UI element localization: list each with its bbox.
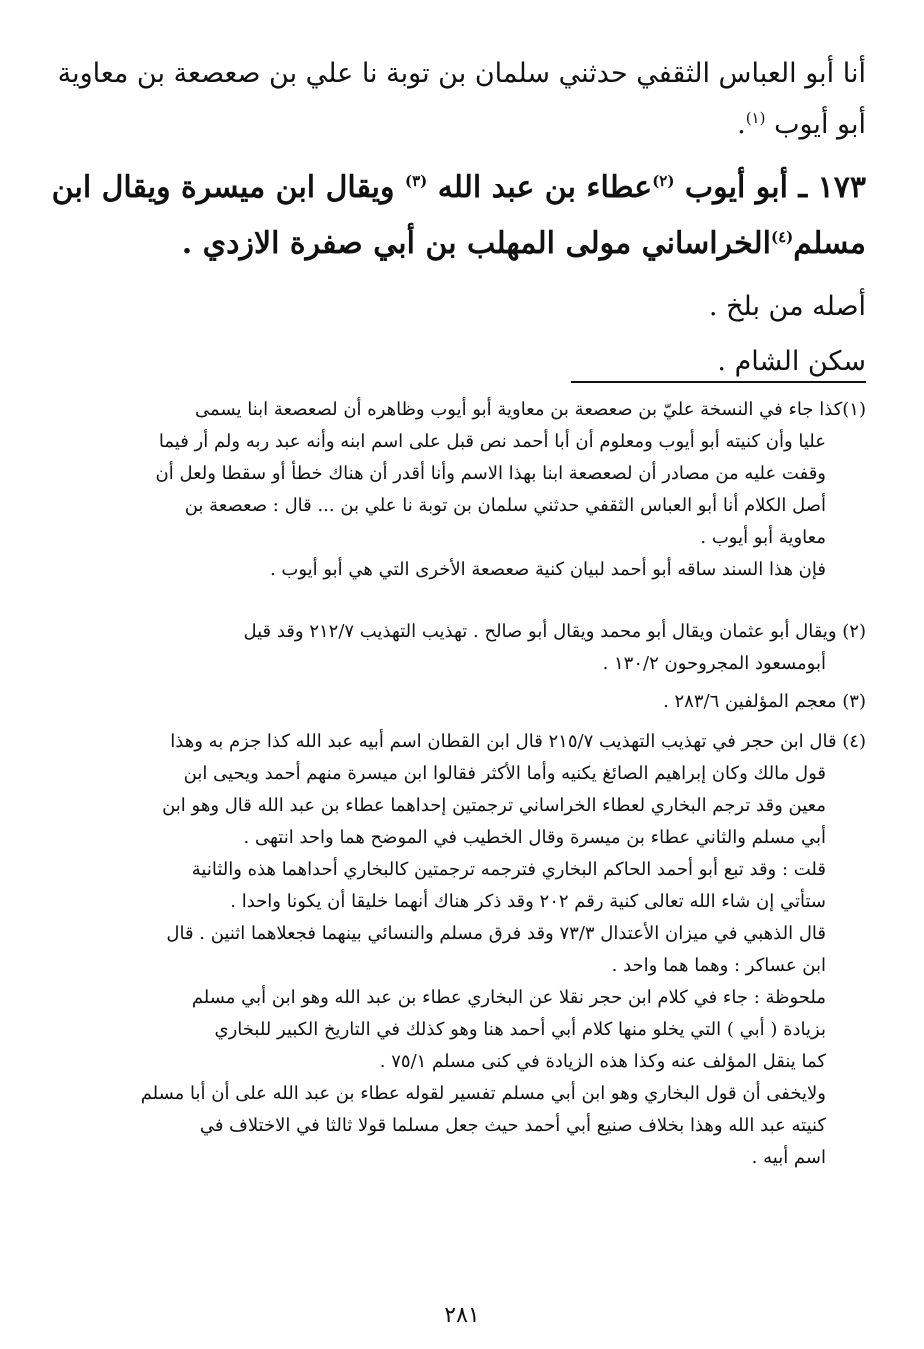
footnote-separator: [571, 381, 866, 383]
entry-alt-name-muslim: مسلم: [793, 226, 866, 261]
page-number: ٢٨١: [444, 1303, 480, 1328]
footnote-4-line: ولايخفى أن قول البخاري وهو ابن أبي مسلم تفسير لقوله عطاء بن عبد الله على أن أبا مسلم: [140, 1083, 826, 1104]
footnote-ref-3: (٣): [404, 172, 428, 190]
footnote-4-line: ستأتي إن شاء الله تعالى كنية رقم ٢٠٢ وقد ذكر هناك أنهما خليقا أن يكونا واحدا .: [230, 891, 826, 912]
footnote-3: [118, 686, 866, 718]
footnote-2: [118, 616, 866, 680]
main-text-line-1: أنا أبو العباس الثقفي حدثني سلمان بن توبة نا علي بن صعصعة بن معاوية: [57, 58, 866, 89]
footnote-4-line: اسم أبيه .: [751, 1147, 826, 1168]
footnote-1-line: عليا وأن كنيته أبو أيوب ومعلوم أن أبا أحمد نص قبل على اسم ابنه وأنه عبد ربه ولم أر فيما: [158, 431, 826, 452]
entry-heading-line-2: [182, 222, 866, 265]
main-text-line-2: [737, 103, 866, 146]
footnote-1-line: أصل الكلام أنا أبو العباس الثقفي حدثني سلمان بن توبة نا علي بن ... قال : صعصعة بن: [184, 495, 826, 516]
main-text-line-2-body: أبو أيوب: [774, 109, 866, 140]
footnote-4-line: بزيادة ( أبي ) التي يخلو منها كلام أبي أحمد هنا وهو كذلك في التاريخ الكبير للبخاري: [214, 1019, 826, 1040]
origin-text: أصله من بلخ .: [708, 291, 866, 322]
entry-alt-names: ويقال ابن ميسرة ويقال ابن: [51, 170, 395, 205]
footnote-4-line: كنيته عبد الله وهذا بخلاف صنيع أبي أحمد حيث جعل مسلما قولا ثالثا في الاختلاف في: [199, 1115, 826, 1136]
footnote-4-line: قلت : وقد تبع أبو أحمد الحاكم البخاري فترجمه ترجمتين كالبخاري أحداهما هذه والثانية: [191, 859, 826, 880]
footnote-2-line: أبومسعود المجروحون ١٣٠/٢ .: [602, 653, 826, 674]
entry-nisba: الخراساني مولى المهلب بن أبي صفرة الازدي .: [181, 226, 771, 261]
residence-text: سكن الشام .: [717, 346, 866, 377]
footnote-ref-4: (٤): [770, 228, 794, 246]
footnote-1: [118, 394, 866, 586]
footnote-3-line: (٣) معجم المؤلفين ٢٨٣/٦ .: [663, 691, 866, 712]
footnote-1-line: (١)كذا جاء في النسخة عليّ بن صعصعة بن معاوية أبو أيوب وظاهره أن لصعصعة ابنا يسمى: [195, 399, 866, 420]
footnote-4-line: قول مالك وكان إبراهيم الصائغ يكنيه وأما الأكثر فقالوا ابن ميسرة منهم أحمد ويحيى ابن: [183, 763, 826, 784]
footnote-4-line: أبي مسلم والثاني عطاء بن ميسرة وقال الخطيب في الموضح هما واحد انتهى .: [243, 827, 826, 848]
footnote-1-line: معاوية أبو أيوب .: [700, 527, 826, 548]
footnote-ref-1: (١): [745, 109, 766, 127]
footnote-4-line: ابن عساكر : وهما هما واحد .: [611, 955, 826, 976]
footnote-4-line: (٤) قال ابن حجر في تهذيب التهذيب ٢١٥/٧ قال ابن القطان اسم أبيه عبد الله كذا جزم به وهذا: [170, 731, 866, 752]
entry-heading-line-1: [52, 166, 866, 209]
footnote-4: [118, 726, 866, 1174]
footnote-4-line: معين وقد ترجم البخاري لعطاء الخراساني ترجمتين إحداهما عطاء بن عبد الله قال وهو ابن: [162, 795, 826, 816]
footnote-1-line: فإن هذا السند ساقه أبو أحمد لبيان كنية صعصعة الأخرى التي هي أبو أيوب .: [269, 559, 826, 580]
footnote-2-line: (٢) ويقال أبو عثمان ويقال أبو محمد ويقال أبو صالح . تهذيب التهذيب ٢١٢/٧ وقد قيل: [243, 621, 866, 642]
footnote-1-line: وقفت عليه من مصادر أن لصعصعة ابنا بهذا الاسم وأنا أقدر أن هناك خطأ أو سقطا ولعل أن: [155, 463, 826, 484]
footnote-4-line: كما ينقل المؤلف عنه وكذا هذه الزيادة في كنى مسلم ٧٥/١ .: [379, 1051, 826, 1072]
entry-name: عطاء بن عبد الله: [437, 170, 653, 205]
footnote-4-line: قال الذهبي في ميزان الأعتدال ٧٣/٣ وقد فرق مسلم والنسائي بينهما فجعلاهما اثنين . قال: [166, 923, 826, 944]
footnote-4-line: ملحوظة : جاء في كلام ابن حجر نقلا عن البخاري عطاء بن عبد الله وهو ابن أبي مسلم: [191, 987, 826, 1008]
entry-number-and-kunya: ١٧٣ ـ أبو أيوب: [684, 170, 866, 205]
footnote-ref-2: (٢): [652, 172, 675, 190]
main-text-line-2-end: .: [737, 109, 746, 140]
